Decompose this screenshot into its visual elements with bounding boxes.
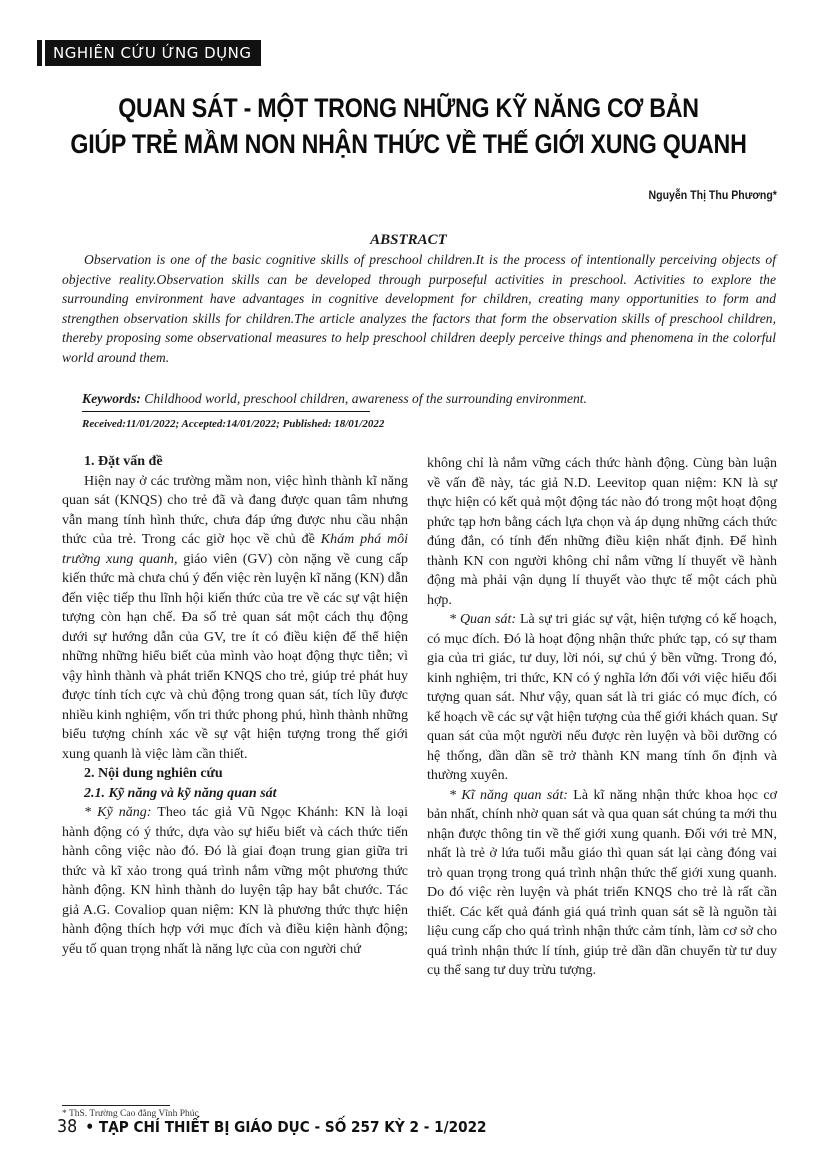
term-label: * Kĩ năng quan sát: — [449, 787, 568, 803]
section-tag — [37, 40, 261, 66]
paragraph-ky-nang — [62, 803, 408, 959]
keywords — [82, 391, 587, 407]
article-title-line-2: GIÚP TRẺ MẦM NON NHẬN THỨC VỀ THẾ GIỚI XUNG QUANH — [70, 129, 747, 159]
section-tag-label: NGHIÊN CỨU ỨNG DỤNG — [45, 40, 261, 66]
paragraph-text: giáo viên (GV) còn nặng về cung cấp kiến thức mà chưa chú ý đến việc rèn luyện kĩ năng (KN) dẫn đến việc tiếp thu lĩnh hội kiến thức của tre về các sự vật hiện tượng còn hạn chế. Đa số trẻ quan sát một cách thụ động dưới sự hướng dẫn của GV, tre ít có điều kiện để thể hiện những những hiểu biết của mình vào hoạt động thực tiễn; vì vậy hình thành và phát triển KNQS cho trẻ, giúp trẻ phát huy được tính tích cực và chủ động trong quan sát, tích lũy được nhiều kinh nghiệm, vốn tri thức phong phú, hình thành những biểu tượng chính xác về sự vật hiện tượng trong thế giới xung quanh là việc làm cần thiết. — [62, 551, 409, 762]
abstract-heading: ABSTRACT — [370, 232, 447, 248]
footnote-divider — [62, 1105, 170, 1106]
page-footer — [57, 1116, 487, 1137]
paragraph-text: Hiện nay ở các trường mầm non, việc hình thành kĩ năng quan sát (KNQS) cho trẻ đã và đang được quan tâm nhưng vẫn mang tính hình thức, chưa đáp ứng được nhu cầu nhận thức của trẻ. Trong các giờ học về chủ đề — [62, 473, 408, 547]
keywords-text: Childhood world, preschool children, awareness of the surrounding environment. — [140, 391, 587, 406]
journal-name: • TẠP CHÍ THIẾT BỊ GIÁO DỤC - SỐ 257 KỲ 2 - 1/2022 — [85, 1118, 487, 1136]
paragraph-continued: không chỉ là nắm vững cách thức hành động. Cùng bàn luận về vấn đề này, tác giả N.D. Leevitop quan niệm: KN là sự thực hiện có kết quả một động tác nào đó trong một hoạt động phức tạp hơn bằng cách lựa chọn và áp dụng những cách thức đúng đắn, có tính đến những điều kiện nhất định. Để hình thành KN con người không chỉ nắm vững lí thuyết về hành động mà phải vận dụng lí thuyết vào thực tế một cách phù hợp. — [427, 456, 777, 608]
tag-bar-decoration — [37, 40, 42, 66]
left-column — [62, 452, 408, 959]
paragraph-quan-sat — [427, 610, 777, 786]
paragraph-intro — [62, 472, 408, 765]
article-title-line-1: QUAN SÁT - MỘT TRONG NHỮNG KỸ NĂNG CƠ BẢN — [118, 93, 699, 123]
keywords-label: Keywords: — [82, 391, 141, 406]
term-label: * Kỹ năng: — [84, 805, 152, 820]
publication-dates: Received:11/01/2022; Accepted:14/01/2022; Published: 18/01/2022 — [82, 418, 385, 430]
footnote: * ThS. Trường Cao đẳng Vĩnh Phúc — [62, 1109, 199, 1119]
abstract-body: Observation is one of the basic cognitive skills of preschool children.It is the process of intentionally perceiving objects of objective reality.Observation skills can be developed through purposeful activities in preschool. Activities to explore the surrounding environment have advantages in cognitive development for children, creating many opportunities to form and strengthen observation skills for children.The article analyzes the factors that form the observation skills of preschool children, thereby proposing some observational measures to help preschool children deeply perceive things and phenomena in the colorful world around them. — [62, 252, 776, 365]
right-column — [427, 454, 777, 981]
paragraph-ki-nang-quan-sat — [427, 786, 777, 981]
paragraph-text: Là sự tri giác sự vật, hiện tượng có kế hoạch, có mục đích. Đó là hoạt động nhận thức phức tạp, có sự tham gia của tri giác, tư duy, lời nói, sự chú ý bền vững. Trong đó, kinh nghiệm, tri thức, KN có ý nghĩa lớn đối với việc hiểu đối tượng quan sát. Như vậy, quan sát là tri giác có mục đích, có kế hoạch về các sự vật hiện tượng của thế giới khách quan. Sự quan sát của một người nếu được rèn luyện và bồi dưỡng có hệ thống, dần dần sẽ trở thành KN mang tính ổn định và thường xuyên. — [427, 612, 777, 783]
paragraph-text: Theo tác giả Vũ Ngọc Khánh: KN là loại hành động có ý thức, dựa vào sự hiểu biết và cách thức tiến hành công việc nào đó. Đó là giai đoạn trung gian giữa tri thức và kĩ xảo trong quá trình nắm vững một phương thức hành động. KN hình thành do luyện tập hay bắt chước. Tác giả A.G. Covaliop quan niệm: KN là phương thức thực hiện hành động thích hợp với mục đích và điều kiện hành động; yếu tố quan trọng nhất là năng lực của con người chứ — [62, 805, 408, 957]
keywords-divider — [82, 411, 370, 412]
term-label: * Quan sát: — [449, 612, 517, 627]
section-heading-1: 1. Đặt vấn đề — [84, 454, 163, 469]
author-name: Nguyễn Thị Thu Phương* — [648, 188, 777, 202]
paragraph-emphasis: Khám phá môi trường xung quanh, — [62, 532, 408, 567]
paragraph-text: Là kĩ năng nhận thức khoa học cơ bản nhất, chính nhờ quan sát và qua quan sát chúng ta mới thu nhận được thông tin về thế giới xung quanh. Đối với trẻ MN, nhất là trẻ ở lứa tuổi mẫu giáo thì quan sát lại càng đóng vai trò quan trọng trong quá trình nhận thức thế giới xung quanh. Do đó việc rèn luyện và phát triển KNQS cho trẻ là rất cần thiết. Các kết quả đánh giá quá trình quan sát sẽ là nguồn tài liệu cung cấp cho quá trình nhận thức cảm tính, làm cơ sở cho quá trình nhận thức lí tính, giúp trẻ dần dần chuyển từ tư duy cụ thể sang tư duy trừu tượng. — [427, 787, 777, 978]
article-title — [57, 90, 760, 162]
page-number: 38 — [57, 1116, 78, 1137]
subsection-heading-2-1: 2.1. Kỹ năng và kỹ năng quan sát — [84, 785, 277, 801]
section-heading-2: 2. Nội dung nghiên cứu — [84, 766, 223, 781]
